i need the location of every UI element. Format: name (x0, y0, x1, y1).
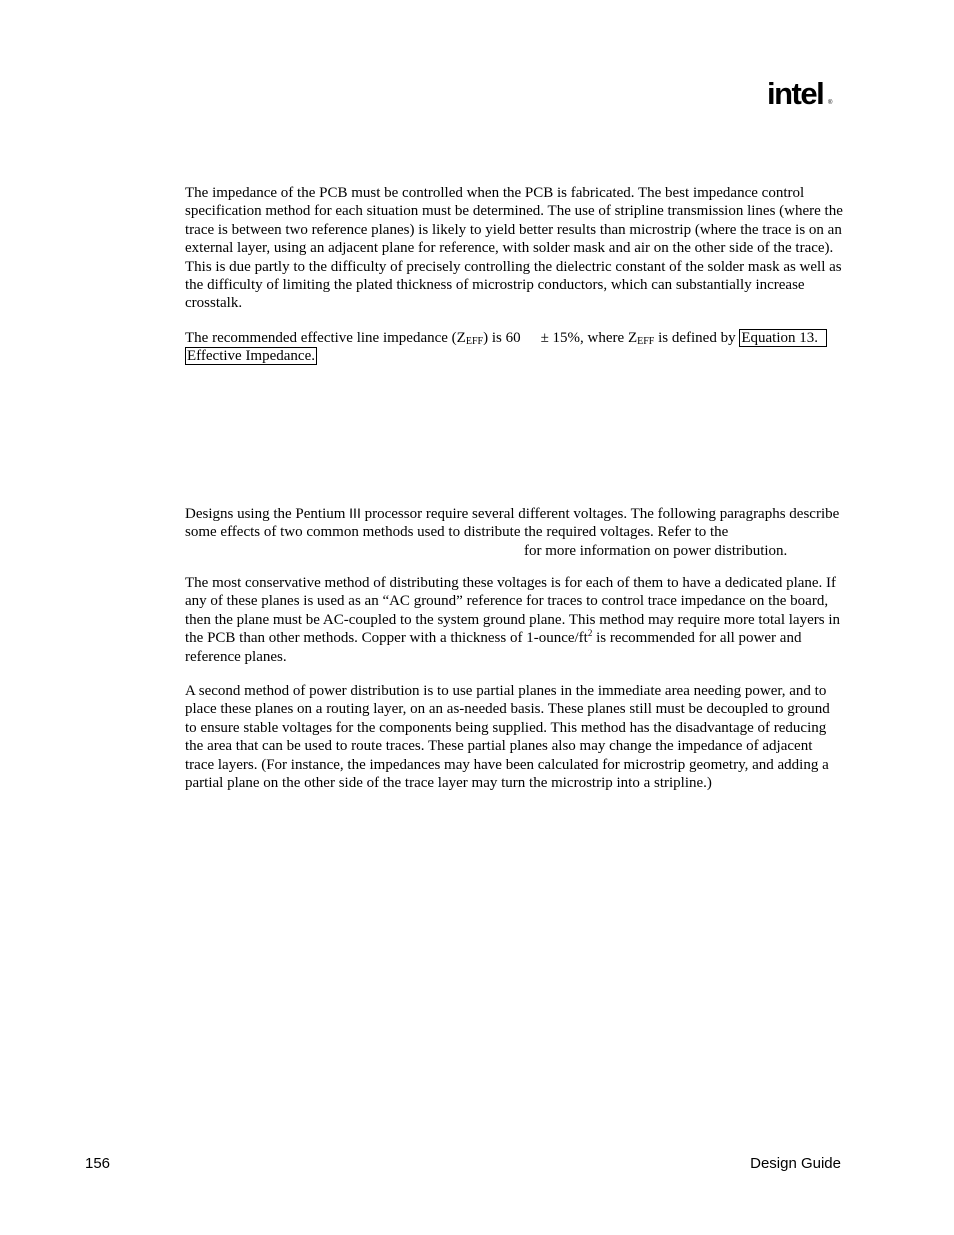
footer-doc-title: Design Guide (750, 1155, 841, 1172)
equation-13-link[interactable]: Equation 13. (739, 329, 827, 347)
text-run: Designs using the Pentium (185, 506, 350, 522)
text-run: for more information on power distribution. (524, 542, 788, 559)
text-run: is recommended for all power and reference planes. (185, 630, 802, 665)
processor-numeral: III (349, 505, 361, 521)
dedicated-plane-paragraph (185, 574, 845, 666)
effective-impedance-paragraph (185, 329, 845, 366)
intel-logo (766, 76, 836, 116)
effective-impedance-link[interactable]: Effective Impedance. (187, 348, 315, 365)
text-run: The recommended effective line impedance (Z (185, 330, 466, 346)
impedance-control-paragraph: The impedance of the PCB must be controlled when the PCB is fabricated. The best impedance control specification method for each situation must be determined. The use of stripline transmission lines (where the trace is between two reference planes) is likely to yield better results than microstrip (where the trace is on an external layer, using an adjacent plane for reference, with solder mask and air on the other side of the trace). This is due partly to the difficulty of precisely controlling the dielectric constant of the solder mask as well as the difficulty of limiting the plated thickness of microstrip conductors, which can substantially increase crosstalk. (185, 185, 843, 312)
text-run: The most conservative method of distributing these voltages is for each of them to have a dedicated plane. If any of these planes is used as an “AC ground” reference for traces to control trace impedance on the board, then the plane must be AC-coupled to the system ground plane. This method may require more total layers in the PCB than other methods. Copper with a thickness of 1-ounce/ft (185, 575, 840, 647)
subscript: EFF (465, 336, 484, 347)
partial-plane-paragraph: A second method of power distribution is to use partial planes in the immediate area needing power, and to place these planes on a routing layer, on an as-needed basis. These planes still must be decoupled to ground to ensure stable voltages for the components being supplied. This method has the disadvantage of reducing the area that can be used to route traces. These partial planes also may change the impedance of adjacent trace layers. (For instance, the impedances may have been calculated for microstrip geometry, and adding a partial plane on the other side of the trace layer may turn the microstrip into a stripline.) (185, 683, 830, 792)
text-run: processor require several different voltages. The following paragraphs describe some effects of two common methods used to distribute the required voltages. Refer to the (185, 506, 840, 541)
power-distribution-intro-paragraph (185, 504, 845, 560)
subscript: EFF (637, 336, 655, 347)
text-run: ± 15%, where Z (540, 330, 638, 346)
text-run: is defined by (654, 330, 740, 346)
text-run: ) is 60 (483, 330, 521, 346)
logo-registered-mark: ® (828, 100, 833, 106)
superscript: 2 (587, 628, 593, 639)
logo-wordmark: intel (767, 76, 824, 111)
page-number: 156 (85, 1155, 111, 1172)
